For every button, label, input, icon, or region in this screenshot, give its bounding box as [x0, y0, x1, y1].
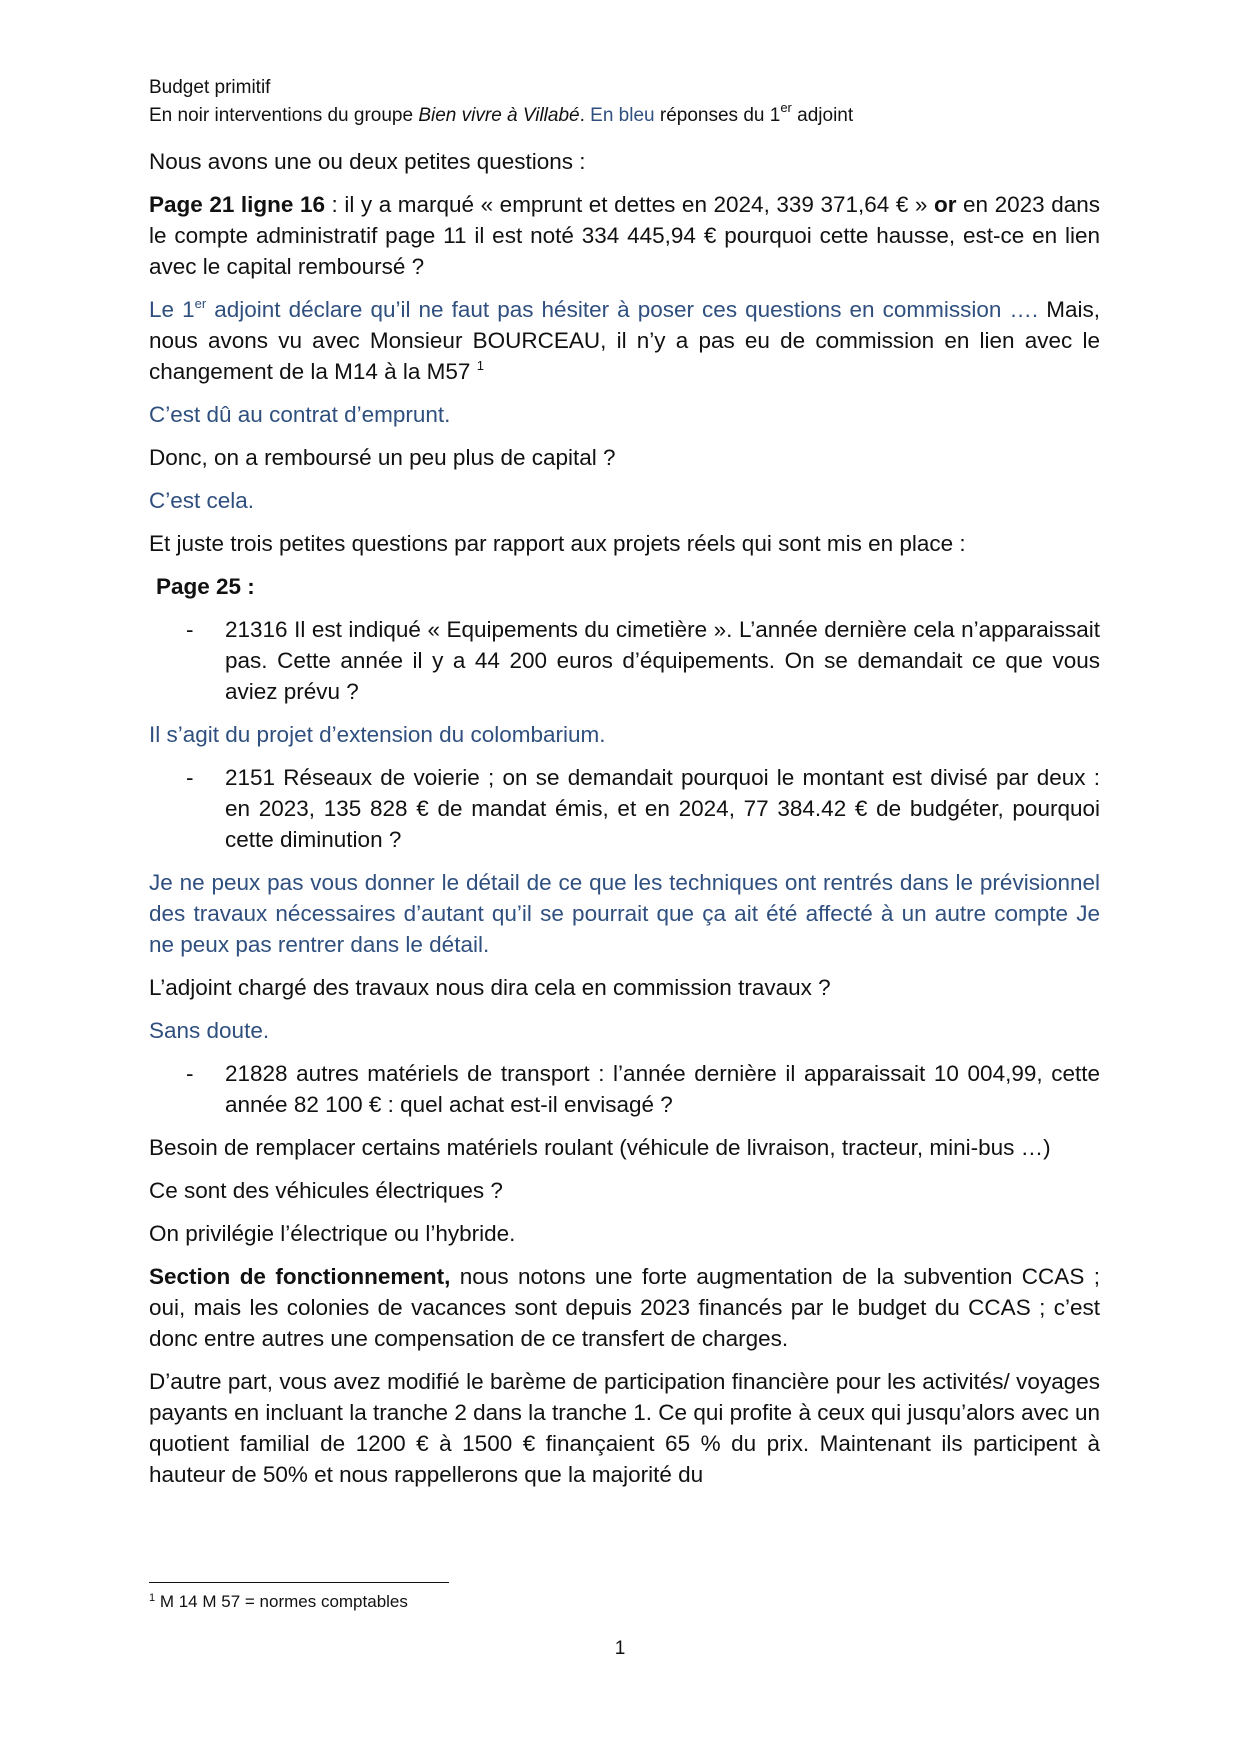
- answer-paragraph: C’est cela.: [149, 488, 255, 513]
- paragraph: Besoin de remplacer certains matériels roulant (véhicule de livraison, tracteur, mini-bus …): [149, 1135, 1051, 1160]
- group-name: Bien vivre à Villabé: [418, 105, 580, 126]
- footnote-separator: [149, 1582, 449, 1583]
- document-body: [149, 146, 1100, 1502]
- page-number: 1: [614, 1638, 626, 1659]
- answer-paragraph: Sans doute.: [149, 1018, 270, 1043]
- paragraph: Le 1er adjoint déclare qu’il ne faut pas hésiter à poser ces questions en commission …. Mais, nous avons vu avec Monsieur BOURCEAU, il n’y a pas eu de commission en lien avec le changement de la M14 à la M57 $^1$: [149, 296, 1101, 384]
- paragraph: Section de fonctionnement, nous notons une forte augmentation de la subvention CCAS ; oui, mais les colonies de vacances sont depuis 2023 financés par le budget du CCAS ; c’est donc entre autres une compensation de ce transfert de charges.: [149, 1264, 1100, 1351]
- header-title: Budget primitif: [149, 77, 271, 98]
- page-header: [149, 74, 1109, 130]
- paragraph: On privilégie l’électrique ou l’hybride.: [149, 1221, 516, 1246]
- paragraph: Page 21 ligne 16 : il y a marqué « emprunt et dettes en 2024, 339 371,64 € » or en 2023 dans le compte administratif page 11 il est noté 334 445,94 € pourquoi cette hausse, est-ce en lien avec le capital remboursé ?: [149, 192, 1100, 279]
- header-legend: En noir interventions du groupe Bien vivre à Villabé. En bleu réponses du 1er adjoint: [149, 100, 854, 126]
- paragraph: Et juste trois petites questions par rapport aux projets réels qui sont mis en place :: [149, 531, 966, 556]
- paragraph: D’autre part, vous avez modifié le barème de participation financière pour les activités/ voyages payants en incluant la tranche 2 dans la tranche 1. Ce qui profite à ceux qui jusqu’alors avec un quotient familial de 1200 € à 1500 € finançaient 65 % du prix. Maintenant ils participent à hauteur de 50% et nous rappellerons que la majorité du: [149, 1369, 1100, 1487]
- list-item: - 21828 autres matériels de transport : l’année dernière il apparaissait 10 004,99, cette année 82 100 € : quel achat est-il envisagé ?: [186, 1061, 1100, 1117]
- paragraph: L’adjoint chargé des travaux nous dira cela en commission travaux ?: [149, 975, 831, 1000]
- paragraph: Ce sont des véhicules électriques ?: [149, 1178, 503, 1203]
- list-item: - 21316 Il est indiqué « Equipements du cimetière ». L’année dernière cela n’apparaissait pas. Cette année il y a 44 200 euros d’équipements. On se demandait ce que vous aviez prévu ?: [186, 617, 1100, 704]
- list-item: - 2151 Réseaux de voierie ; on se demandait pourquoi le montant est divisé par deux : en 2023, 135 828 € de mandat émis, et en 2024, 77 384.42 € de budgéter, pourquoi cette diminution ?: [186, 765, 1100, 852]
- legend-blue: En bleu: [590, 105, 655, 126]
- paragraph: Nous avons une ou deux petites questions :: [149, 149, 586, 174]
- answer-paragraph: Je ne peux pas vous donner le détail de ce que les techniques ont rentrés dans le prévisionnel des travaux nécessaires d’autant qu’il se pourrait que ça ait été affecté à un autre compte Je ne peux pas rentrer dans le détail.: [149, 870, 1100, 957]
- footnote-reference: 1: [476, 358, 484, 373]
- answer-paragraph: Il s’agit du projet d’extension du colombarium.: [149, 722, 606, 747]
- paragraph: Donc, on a remboursé un peu plus de capital ?: [149, 445, 616, 470]
- footnote: $^1$ M 14 M 57 = normes comptables: [149, 1592, 408, 1611]
- answer-paragraph: C’est dû au contrat d’emprunt.: [149, 402, 451, 427]
- section-heading: Page 25 :: [156, 574, 255, 599]
